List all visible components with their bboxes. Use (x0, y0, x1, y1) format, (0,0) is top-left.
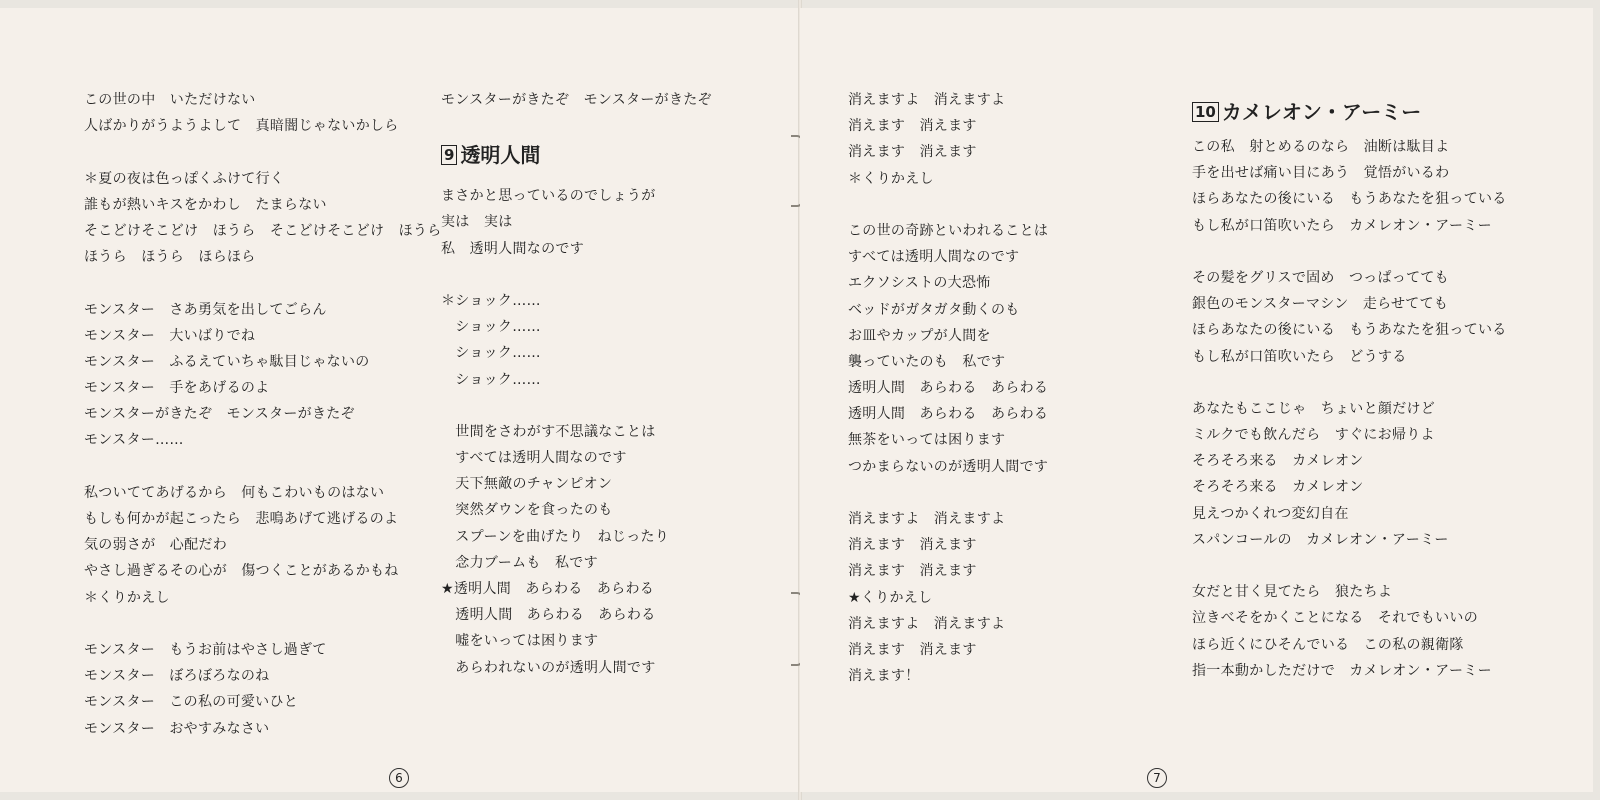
lyric-line: この世の中 いただけない (84, 92, 256, 108)
lyric-line: 消えます 消えます (848, 144, 977, 161)
lyric-line: 気の弱さが 心配だわ (84, 537, 227, 554)
lyric-line: 嘘をいっては困ります (441, 633, 599, 650)
lyric-line: 消えますよ 消えますよ (848, 615, 1006, 632)
lyric-line: 世間をさわがす不思議なことは (441, 423, 656, 440)
lyric-line: ショック…… (441, 345, 541, 362)
lyric-line (84, 270, 442, 296)
lyric-line (84, 611, 442, 637)
lyric-line: 突然ダウンを食ったのも (441, 502, 613, 519)
lyric-line: つかまらないのが透明人間です (848, 458, 1049, 475)
lyric-line: 透明人間 あらわる あらわる (441, 607, 656, 624)
lyric-line: 人ばかりがうようよして 真暗闇じゃないかしら (84, 118, 399, 135)
lyric-line: お皿やカップが人間を (848, 327, 991, 344)
lyric-line: ほらあなたの後にいる もうあなたを狙っている (1192, 322, 1507, 339)
lyric-line: もしも何かが起こったら 悲鳴あげて逃げるのよ (84, 511, 399, 527)
lyric-line: この私 射とめるのなら 油断は駄目よ (1192, 139, 1450, 155)
lyric-line: スプーンを曲げたり ねじったり (441, 528, 670, 545)
lyric-line: モンスター…… (84, 432, 184, 449)
lyric-line: エクソシストの大恐怖 (848, 275, 991, 292)
lyric-line: そこどけそこどけ ほうら そこどけそこどけ ほうら (84, 222, 442, 239)
song-10-number: 10 (1192, 102, 1219, 122)
lyric-line: ほら近くにひそんでいる この私の親衛隊 (1192, 636, 1464, 653)
lyric-line: 消えます 消えます (848, 537, 977, 554)
lyric-line: この世の奇跡といわれることは (848, 222, 1049, 239)
lyric-line: モンスター もうお前はやさし過ぎて (84, 641, 327, 658)
lyric-line: 指一本動かしただけで カメレオン・アーミー (1192, 662, 1492, 679)
lyric-line: ベッドがガタガタ動くのも (848, 301, 1020, 318)
song-10-title: カメレオン・アーミー (1221, 100, 1422, 124)
lyric-line: モンスター ぼろぼろなのね (84, 668, 270, 685)
lyric-line: ほうら ほうら ほらほら (84, 249, 256, 266)
page-number-right: 7 (1147, 768, 1167, 788)
lyric-line: 私ついててあげるから 何もこわいものはない (84, 484, 385, 501)
lyric-line (1192, 370, 1507, 396)
lyric-line: 見えつかくれつ変幻自在 (1192, 505, 1349, 522)
right-column-2 (1192, 90, 1507, 684)
lyric-line (848, 480, 1048, 506)
lyric-line: ★透明人間 あらわる あらわる (441, 581, 655, 597)
lyric-line: その髪をグリスで固め つっぱってても (1192, 269, 1449, 286)
lyric-line: ＊ショック…… (441, 292, 541, 309)
lyric-line: 透明人間 あらわる あらわる (848, 380, 1049, 397)
lyric-line: 手を出せば痛い目にあう 覚悟がいるわ (1192, 165, 1450, 182)
lyric-line: モンスター ふるえていちゃ駄目じゃないの (84, 353, 370, 370)
lyric-line: あなたもここじゃ ちょいと顔だけど (1192, 400, 1436, 417)
lyric-line: モンスターがきたぞ モンスターがきたぞ (84, 406, 355, 423)
lyric-line: スパンコールの カメレオン・アーミー (1192, 531, 1449, 548)
lyric-line (848, 192, 1048, 218)
lyric-line (441, 262, 712, 288)
lyric-line: すべては透明人間なのです (441, 450, 627, 467)
lyric-line (84, 139, 442, 165)
lyric-line: ★くりかえし (848, 589, 933, 606)
lyric-line: そろそろ来る カメレオン (1192, 479, 1364, 496)
lyric-line: ＊夏の夜は色っぽくふけて行く (84, 170, 285, 187)
lyric-line: 消えます 消えます (848, 118, 977, 135)
song-10-heading (1192, 90, 1507, 134)
lyric-line: 消えますよ 消えますよ (848, 92, 1006, 108)
song-9-number: 9 (441, 145, 457, 165)
lyric-line: 天下無敵のチャンピオン (441, 476, 613, 493)
lyric-line: モンスター この私の可愛いひと (84, 694, 299, 711)
lyric-line: ＊くりかえし (848, 170, 934, 187)
lyric-line: 銀色のモンスターマシン 走らせてても (1192, 296, 1449, 313)
lyric-line: 念力ブームも 私です (441, 554, 598, 571)
lyric-line: 実は 実は (441, 214, 513, 231)
song-9-heading (441, 133, 712, 177)
lyric-line: すべては透明人間なのです (848, 249, 1020, 266)
lyric-line: 女だと甘く見てたら 狼たちよ (1192, 584, 1393, 601)
lyric-line (84, 454, 442, 480)
lyric-line: 無茶をいっては困ります (848, 432, 1006, 449)
lyric-line: 消えます 消えます (848, 641, 977, 658)
lyric-line: 襲っていたのも 私です (848, 353, 1006, 370)
page-number-left: 6 (389, 768, 409, 788)
lyric-line: ショック…… (441, 371, 541, 388)
left-column-1 (84, 87, 442, 742)
lyric-line: やさし過ぎるその心が 傷つくことがあるかもね (84, 563, 399, 580)
lyric-line: もし私が口笛吹いたら カメレオン・アーミー (1192, 217, 1492, 234)
lyric-line: モンスター 大いばりでね (84, 327, 256, 344)
left-column-2 (441, 87, 712, 681)
lyric-line: モンスター おやすみなさい (84, 720, 270, 737)
lyric-line: 消えますよ 消えますよ (848, 511, 1006, 527)
lyric-line: モンスター 手をあげるのよ (84, 380, 270, 397)
lyric-line: 消えます 消えます (848, 563, 977, 580)
lyric-line (1192, 553, 1507, 579)
lyric-line: 私 透明人間なのです (441, 240, 584, 257)
lyric-line: ほらあなたの後にいる もうあなたを狙っている (1192, 191, 1507, 208)
right-column-1 (848, 87, 1048, 689)
song-9-title: 透明人間 (460, 143, 541, 168)
lyric-line: 消えます！ (848, 668, 920, 685)
lyric-line: ＊くりかえし (84, 589, 170, 606)
lyric-line: ショック…… (441, 319, 541, 336)
left-page (0, 8, 800, 792)
lyric-line: モンスター さあ勇気を出してごらん (84, 301, 327, 318)
lyric-line: 泣きべそをかくことになる それでもいいの (1192, 610, 1478, 627)
lyric-line: モンスターがきたぞ モンスターがきたぞ (441, 92, 712, 108)
lyric-line (441, 393, 712, 419)
lyric-line: 誰もが熱いキスをかわし たまらない (84, 196, 327, 213)
lyric-line: まさかと思っているのでしょうが (441, 188, 656, 205)
lyric-line: 透明人間 あらわる あらわる (848, 406, 1049, 423)
lyric-line: そろそろ来る カメレオン (1192, 453, 1364, 470)
lyric-line: ミルクでも飲んだら すぐにお帰りよ (1192, 427, 1435, 444)
lyric-line (1192, 239, 1507, 265)
right-page (800, 8, 1593, 792)
lyric-line: あらわれないのが透明人間です (441, 659, 656, 676)
lyric-line: もし私が口笛吹いたら どうする (1192, 348, 1407, 365)
